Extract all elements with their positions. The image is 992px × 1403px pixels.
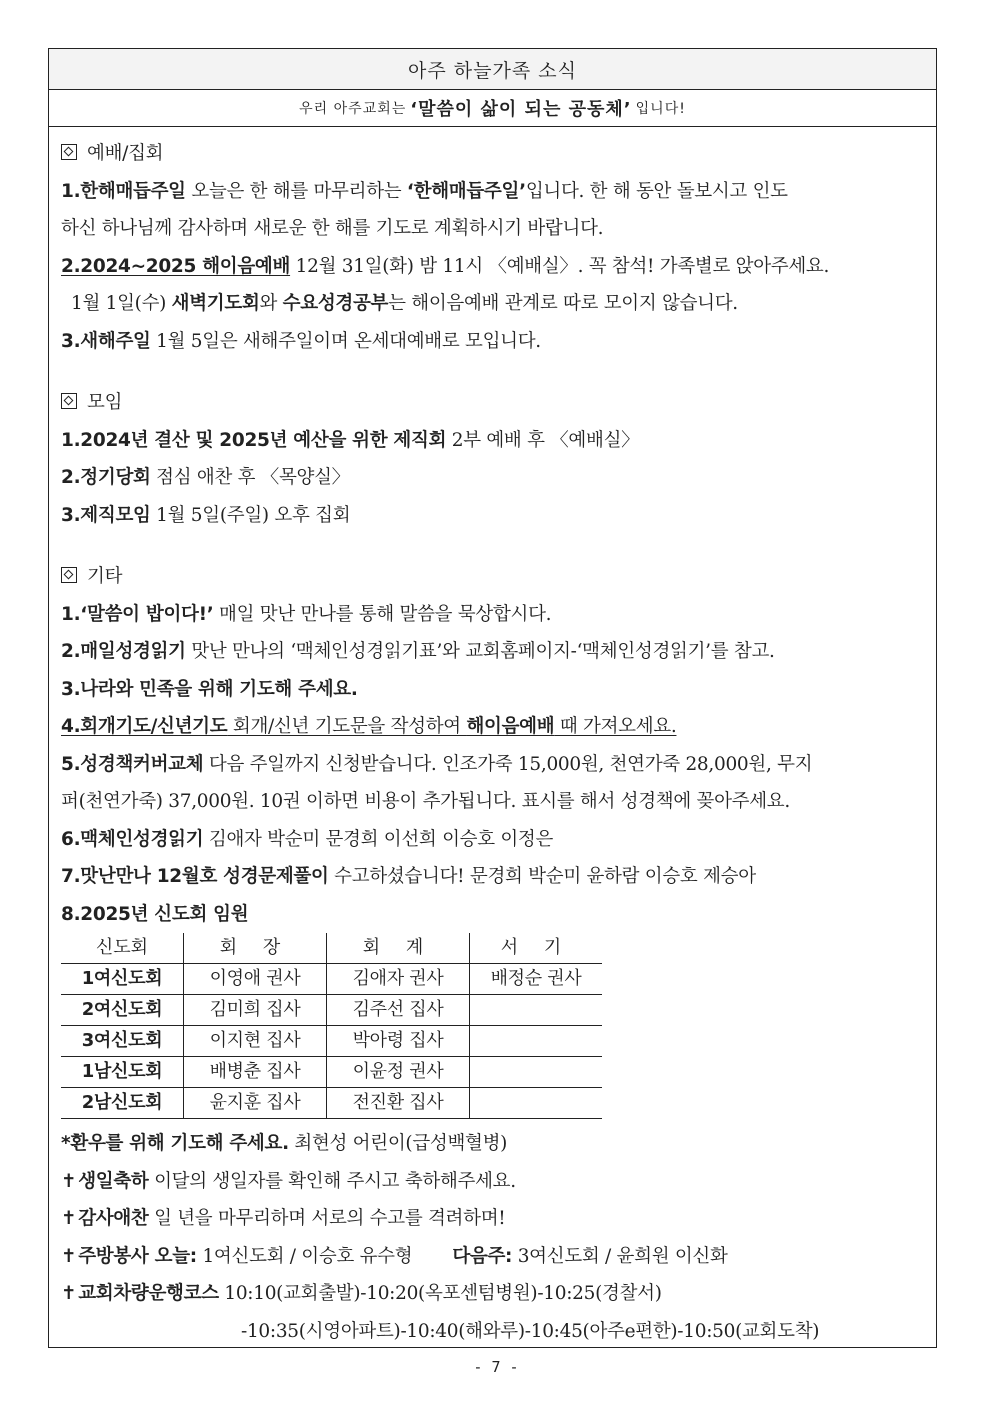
item-title: 해이음예배 [466,716,555,737]
section-worship-heading [61,135,932,173]
meeting-item-3 [61,497,932,535]
item-title: 2.2024~2025 해이음예배 [61,255,291,277]
item-text: 매일 맛난 만나를 통해 말씀을 묵상합시다. [213,603,552,625]
thanks-notice [61,1200,932,1238]
item-title: 7.맛난만나 12월호 성경문제풀이 [61,866,329,887]
table-cell: 윤지훈 집사 [184,1088,327,1119]
column-header: 회 계 [327,933,470,964]
column-header: 서 기 [470,933,603,964]
item-title: 감사애찬 [78,1208,149,1229]
item-text: 는 해이음예배 관계로 따로 모이지 않습니다. [388,293,738,314]
table-cell: 이지현 집사 [184,1026,327,1057]
item-text: 점심 애찬 후 〈목양실〉 [150,467,350,488]
item-text: 12월 31일(화) 밤 11시 〈예배실〉. 꼭 참석! 가족별로 앉아주세요. [290,255,830,277]
item-title: ‘한해매듭주일’ [406,180,526,202]
heading-text: 기타 [87,566,123,587]
heading-text: 예배/집회 [87,143,164,164]
cross-icon: ✝ [61,1283,77,1304]
table-cell: 김주선 집사 [327,995,470,1026]
item-title: 6.맥체인성경읽기 [61,828,204,850]
subtitle [49,90,936,127]
birthday-notice [61,1163,932,1201]
item-text: 최현성 어린이(급성백혈병) [288,1133,508,1154]
heading-text: 모임 [87,392,123,413]
table-cell [470,995,603,1026]
item-title: 8.2025년 신도회 임원 [61,903,249,925]
bus-notice [61,1275,932,1313]
bulletin-frame [48,48,937,1348]
table-cell: 2여신도회 [61,995,184,1026]
table-cell: 1여신도회 [61,964,184,995]
item-title: 3.제직모임 [61,504,151,526]
subtitle-motto: ‘말씀이 삶이 되는 공동체’ [410,99,632,120]
prayer-request [61,1125,932,1163]
item-text: 때 가져오세요. [554,716,677,737]
item-title: 2.정기당회 [61,467,151,488]
item-text: 1월 5일은 새해주일이며 온세대예배로 모입니다. [150,330,541,352]
subtitle-post: 입니다! [635,101,686,117]
item-title: 1.‘말씀이 밥이다!’ [61,603,214,625]
item-text: 10:10(교회출발)-10:20(옥포센텀병원)-10:25(경찰서) [218,1283,662,1304]
column-header: 회 장 [184,933,327,964]
item-title: 교회차량운행코스 [78,1283,219,1304]
table-row [61,964,602,995]
etc-item-7 [61,858,932,896]
kitchen-notice [61,1238,932,1276]
table-row [61,995,602,1026]
table-cell [470,1057,603,1088]
item-text: 1월 5일(주일) 오후 집회 [150,504,351,526]
etc-item-5-cont: 퍼(천연가죽) 37,000원. 10권 이하면 비용이 추가됩니다. 표시를 해서 성경책에 꽂아주세요. [61,791,790,812]
item-title: 생일축하 [78,1170,149,1192]
item-text: 일 년을 마무리하며 서로의 수고를 격려하며! [148,1208,506,1229]
item-title: 3.새해주일 [61,330,151,352]
item-text: 1여신도회 / 이승호 유수형 [196,1245,413,1267]
item-title: 다음주: [452,1245,513,1267]
table-cell: 김애자 권사 [327,964,470,995]
diamond-box-icon [61,144,77,160]
table-cell: 배병춘 집사 [184,1057,327,1088]
content [49,127,936,1350]
item-title: 새벽기도회 [171,293,260,314]
table-cell: 이윤정 권사 [327,1057,470,1088]
cross-icon: ✝ [61,1208,77,1229]
table-cell: 2남신도회 [61,1088,184,1119]
section-meeting-heading [61,384,932,422]
table-row [61,1088,602,1119]
page-title [49,49,936,90]
etc-item-8 [61,896,932,934]
diamond-box-icon [61,567,77,583]
item-title: 1.한해매듭주일 [61,180,186,202]
bus-notice-cont: -10:35(시영아파트)-10:40(해와루)-10:45(아주e편한)-10:50(교회도착) [241,1320,820,1342]
item-title: 수요성경공부 [282,293,389,314]
table-cell: 김미희 집사 [184,995,327,1026]
table-row [61,1026,602,1057]
item-text: 2부 예배 후 〈예배실〉 [446,429,640,451]
subtitle-pre: 우리 아주교회는 [299,101,407,117]
etc-item-2 [61,633,932,671]
table-row [61,1057,602,1088]
item-text: 수고하셨습니다! 문경희 박순미 윤하람 이승호 제승아 [328,866,756,887]
etc-item-6 [61,821,932,859]
item-text: 맛난 만나의 ‘맥체인성경읽기표’와 교회홈페이지-‘맥체인성경읽기’를 참고. [185,641,775,662]
meeting-item-1 [61,422,932,460]
item-text: 입니다. 한 해 동안 돌보시고 인도 [525,180,788,202]
officers-table [61,933,602,1119]
item-text: 오늘은 한 해를 마무리하는 [185,180,407,202]
item-title: *환우를 위해 기도해 주세요. [61,1133,289,1154]
item-title: 1.2024년 결산 및 2025년 예산을 위한 제직회 [61,429,447,451]
item-title: 5.성경책커버교체 [61,753,204,775]
worship-item-2-cont [61,285,932,323]
etc-item-5 [61,746,932,784]
item-text: 1월 1일(수) [71,293,172,314]
item-text: 회개/신년 기도문을 작성하여 [227,716,467,737]
item-text: 다음 주일까지 신청받습니다. 인조가죽 15,000원, 천연가죽 28,000원, 무지 [203,753,813,775]
table-cell: 전진환 집사 [327,1088,470,1119]
meeting-item-2 [61,459,932,497]
etc-item-4 [61,708,932,746]
table-cell: 3여신도회 [61,1026,184,1057]
etc-item-3 [61,671,932,709]
page-number: - 7 - [473,1358,519,1376]
item-text: 와 [259,293,283,314]
table-cell: 배정순 권사 [470,964,603,995]
column-header: 신도회 [61,933,184,964]
worship-item-2 [61,248,932,286]
table-cell [470,1026,603,1057]
item-text: 김애자 박순미 문경희 이선희 이승호 이정은 [203,828,554,850]
diamond-box-icon [61,393,77,409]
table-cell: 이영애 권사 [184,964,327,995]
worship-item-1-cont: 하신 하나님께 감사하며 새로운 한 해를 기도로 계획하시기 바랍니다. [61,218,604,239]
item-title: 2.매일성경읽기 [61,641,186,662]
cross-icon: ✝ [61,1170,77,1192]
worship-item-3 [61,323,932,361]
table-cell: 1남신도회 [61,1057,184,1088]
item-title: 주방봉사 오늘: [78,1245,197,1267]
item-title: 4.회개기도/신년기도 [61,716,228,737]
cross-icon: ✝ [61,1245,77,1267]
title-text: 아주 하늘가족 소식 [408,59,577,82]
section-etc-heading [61,558,932,596]
worship-item-1 [61,173,932,211]
item-text: 이달의 생일자를 확인해 주시고 축하해주세요. [148,1170,516,1192]
table-header-row [61,933,602,964]
item-text: 3여신도회 / 윤희원 이신화 [512,1245,728,1267]
etc-item-1 [61,596,932,634]
item-title: 3.나라와 민족을 위해 기도해 주세요. [61,678,358,700]
table-cell: 박아령 집사 [327,1026,470,1057]
table-cell [470,1088,603,1119]
